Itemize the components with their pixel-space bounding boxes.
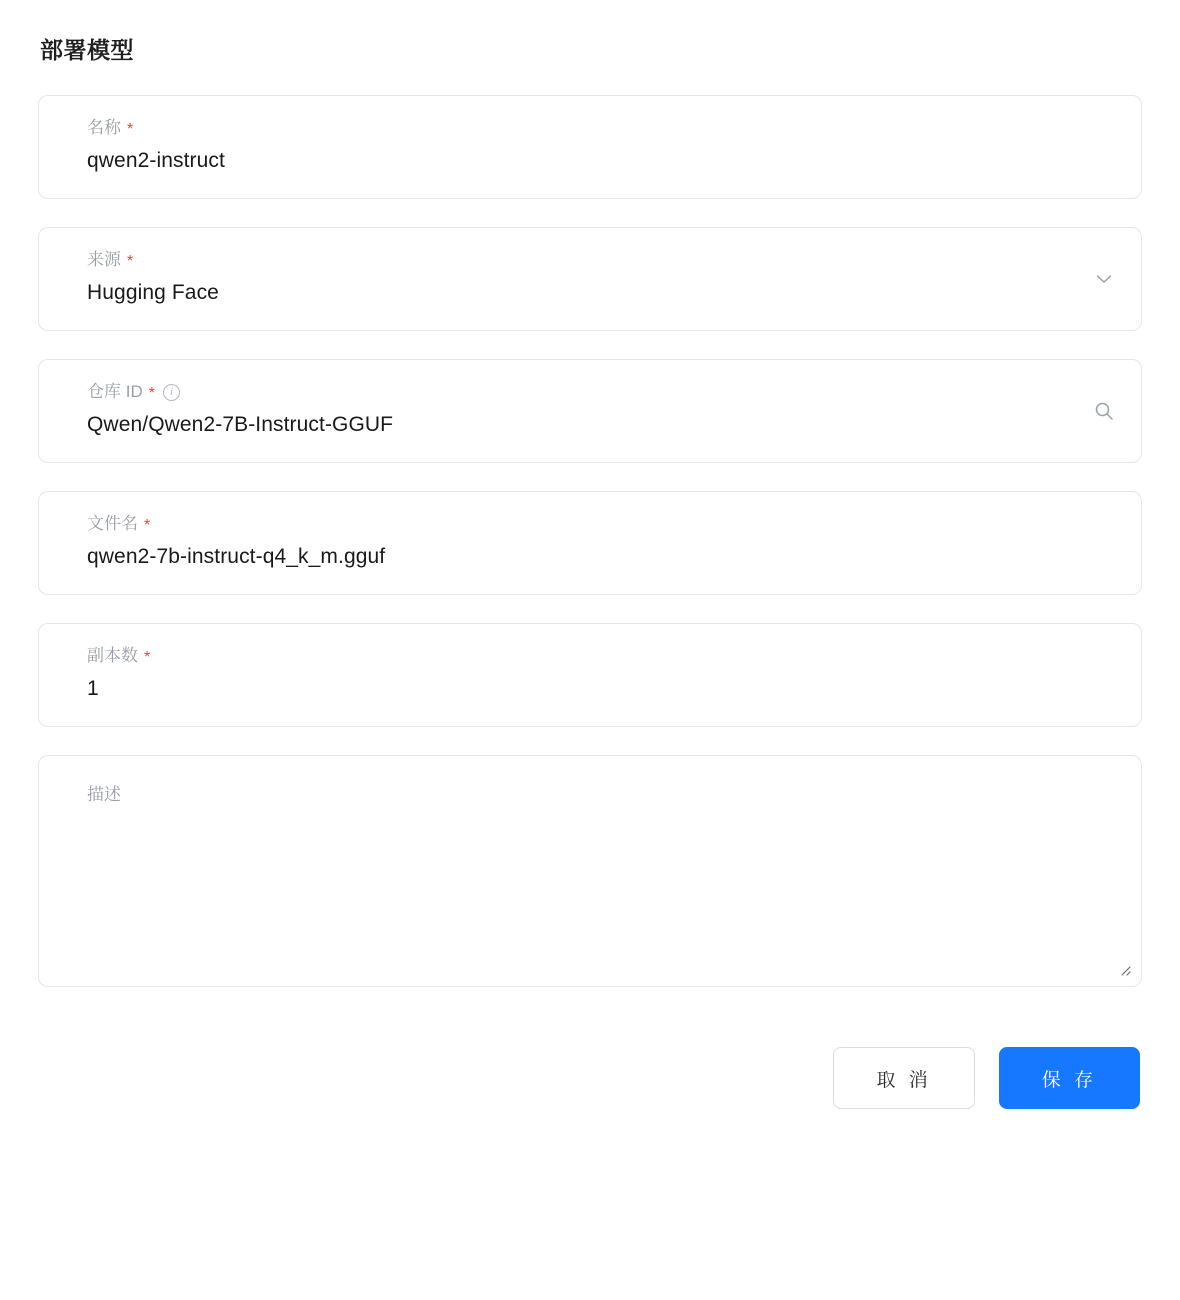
field-source-label-text: 来源 <box>87 250 121 269</box>
chevron-down-icon[interactable] <box>1093 268 1115 290</box>
field-name[interactable] <box>38 95 1142 199</box>
field-source[interactable] <box>38 227 1142 331</box>
field-filename-label-text: 文件名 <box>87 514 138 533</box>
field-name-value[interactable]: qwen2-instruct <box>87 149 225 173</box>
save-button[interactable]: 保 存 <box>999 1047 1140 1109</box>
field-repo-id-value[interactable]: Qwen/Qwen2-7B-Instruct-GGUF <box>87 413 394 437</box>
field-filename-label <box>87 514 1115 534</box>
cancel-button[interactable]: 取 消 <box>833 1047 974 1109</box>
resize-handle-icon[interactable] <box>1116 961 1132 977</box>
field-repo-id-label-text: 仓库 ID <box>87 382 143 401</box>
field-source-value[interactable]: Hugging Face <box>87 281 219 305</box>
required-marker: * <box>148 385 155 403</box>
form-actions <box>38 1047 1142 1109</box>
page-title: 部署模型 <box>40 37 134 63</box>
field-filename-value[interactable]: qwen2-7b-instruct-q4_k_m.gguf <box>87 545 386 569</box>
field-description-placeholder: 描述 <box>87 785 121 804</box>
field-repo-id[interactable] <box>38 359 1142 463</box>
required-marker: * <box>144 517 151 535</box>
info-circle-icon[interactable]: i <box>163 384 180 401</box>
field-filename[interactable] <box>38 491 1142 595</box>
field-replicas-value[interactable]: 1 <box>87 677 99 701</box>
field-replicas-label-text: 副本数 <box>87 646 138 665</box>
required-marker: * <box>127 253 134 271</box>
field-name-label-text: 名称 <box>87 118 121 137</box>
field-source-label <box>87 250 1115 270</box>
required-marker: * <box>144 649 151 667</box>
search-icon[interactable] <box>1093 400 1115 422</box>
field-replicas[interactable] <box>38 623 1142 727</box>
required-marker: * <box>127 121 134 139</box>
field-replicas-label <box>87 646 1115 666</box>
field-description[interactable] <box>38 755 1142 987</box>
field-repo-id-label <box>87 382 1115 402</box>
field-name-label <box>87 118 1115 138</box>
